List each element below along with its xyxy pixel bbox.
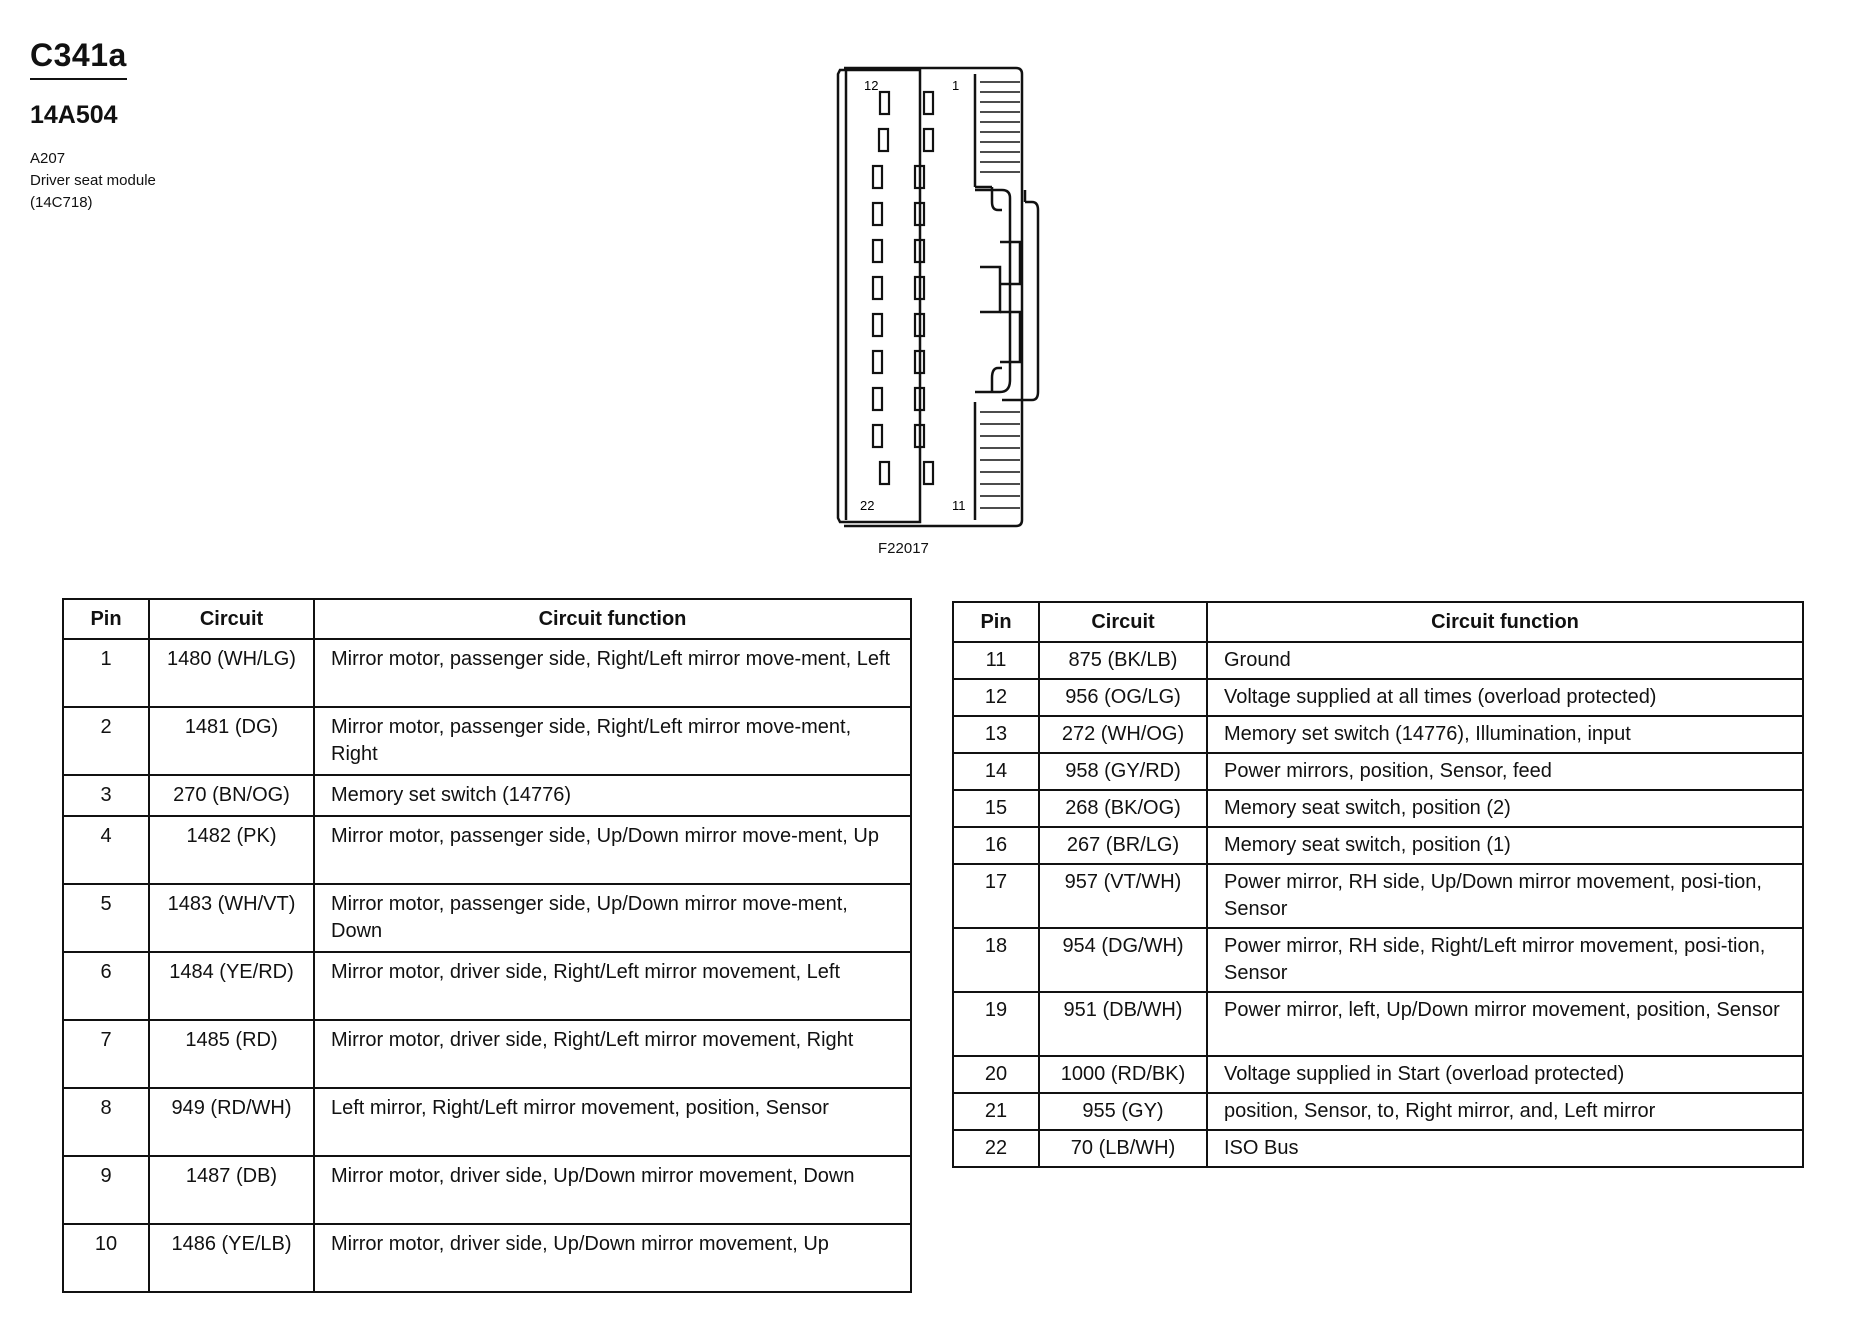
function-cell: Mirror motor, driver side, Up/Down mirror movement, Down: [314, 1156, 911, 1224]
pin-cavity: [873, 203, 882, 225]
pin-label-top-left: 12: [864, 78, 879, 93]
function-cell: Memory set switch (14776): [314, 775, 911, 816]
pin-table-left: [62, 598, 912, 1293]
circuit-cell: 957 (VT/WH): [1039, 864, 1207, 928]
pin-cell: 6: [63, 952, 149, 1020]
function-cell: Power mirror, RH side, Right/Left mirror movement, posi-tion, Sensor: [1207, 928, 1803, 992]
pin-cell: 9: [63, 1156, 149, 1224]
circuit-cell: 1483 (WH/VT): [149, 884, 314, 952]
pin-cavity: [880, 462, 889, 484]
function-cell: Mirror motor, driver side, Right/Left mirror movement, Right: [314, 1020, 911, 1088]
description-line: (14C718): [30, 194, 93, 211]
table-row: [953, 679, 1803, 716]
figure-label: F22017: [878, 540, 929, 557]
pin-cell: 22: [953, 1130, 1039, 1167]
function-cell: Power mirrors, position, Sensor, feed: [1207, 753, 1803, 790]
pin-cell: 21: [953, 1093, 1039, 1130]
pin-cell: 11: [953, 642, 1039, 679]
function-cell: Mirror motor, passenger side, Right/Left mirror move-ment, Right: [314, 707, 911, 775]
function-cell: Mirror motor, driver side, Up/Down mirror movement, Up: [314, 1224, 911, 1292]
circuit-cell: 1482 (PK): [149, 816, 314, 884]
circuit-cell: 955 (GY): [1039, 1093, 1207, 1130]
pin-cell: 19: [953, 992, 1039, 1056]
table-row: [953, 992, 1803, 1056]
table-row: [953, 1056, 1803, 1093]
table-row: [63, 1156, 911, 1224]
table-row: [953, 1130, 1803, 1167]
circuit-cell: 951 (DB/WH): [1039, 992, 1207, 1056]
pin-cell: 4: [63, 816, 149, 884]
function-cell: Memory set switch (14776), Illumination, input: [1207, 716, 1803, 753]
pin-cavity: [873, 351, 882, 373]
table-row: [953, 642, 1803, 679]
circuit-cell: 1486 (YE/LB): [149, 1224, 314, 1292]
pin-cell: 2: [63, 707, 149, 775]
circuit-cell: 1487 (DB): [149, 1156, 314, 1224]
pin-label-bottom-left: 22: [860, 498, 875, 513]
description-line: Driver seat module: [30, 172, 156, 189]
column-header-circuit: Circuit: [149, 599, 314, 639]
table-row: [953, 1093, 1803, 1130]
table-row: [63, 1088, 911, 1156]
table-row: [953, 753, 1803, 790]
pin-cavity: [873, 277, 882, 299]
function-cell: ISO Bus: [1207, 1130, 1803, 1167]
description-line: A207: [30, 150, 66, 167]
column-header-pin: Pin: [953, 602, 1039, 642]
pin-label-bottom-right: 11: [952, 498, 966, 513]
column-header-circuit: Circuit: [1039, 602, 1207, 642]
column-header-function: Circuit function: [1207, 602, 1803, 642]
table-row: [953, 827, 1803, 864]
circuit-cell: 1481 (DG): [149, 707, 314, 775]
function-cell: position, Sensor, to, Right mirror, and, Left mirror: [1207, 1093, 1803, 1130]
pin-cell: 12: [953, 679, 1039, 716]
table-row: [63, 952, 911, 1020]
pin-label-top-right: 1: [952, 78, 960, 93]
table-row: [63, 639, 911, 707]
table-row: [63, 707, 911, 775]
pin-cavity: [873, 314, 882, 336]
table-header-row: [953, 602, 1803, 642]
function-cell: Memory seat switch, position (2): [1207, 790, 1803, 827]
table-row: [953, 928, 1803, 992]
pin-cell: 17: [953, 864, 1039, 928]
column-header-pin: Pin: [63, 599, 149, 639]
pin-cavity: [924, 129, 933, 151]
circuit-cell: 1485 (RD): [149, 1020, 314, 1088]
part-number: 14A504: [30, 101, 118, 129]
function-cell: Power mirror, left, Up/Down mirror movement, position, Sensor: [1207, 992, 1803, 1056]
circuit-cell: 268 (BK/OG): [1039, 790, 1207, 827]
table-row: [63, 775, 911, 816]
pin-cell: 7: [63, 1020, 149, 1088]
pin-cavity: [879, 129, 888, 151]
table-row: [63, 1224, 911, 1292]
pin-cavity: [924, 462, 933, 484]
pin-table-right: [952, 601, 1804, 1168]
pin-cell: 18: [953, 928, 1039, 992]
function-cell: Mirror motor, passenger side, Up/Down mirror move-ment, Up: [314, 816, 911, 884]
circuit-cell: 958 (GY/RD): [1039, 753, 1207, 790]
circuit-cell: 954 (DG/WH): [1039, 928, 1207, 992]
pin-cell: 14: [953, 753, 1039, 790]
circuit-cell: 1000 (RD/BK): [1039, 1056, 1207, 1093]
pin-cell: 13: [953, 716, 1039, 753]
pin-cell: 1: [63, 639, 149, 707]
connector-face-diagram: [820, 62, 1060, 532]
pin-cavity: [880, 92, 889, 114]
function-cell: Memory seat switch, position (1): [1207, 827, 1803, 864]
pin-cavity: [873, 240, 882, 262]
function-cell: Mirror motor, driver side, Right/Left mirror movement, Left: [314, 952, 911, 1020]
function-cell: Voltage supplied in Start (overload protected): [1207, 1056, 1803, 1093]
pin-cavities: [873, 92, 933, 484]
circuit-cell: 270 (BN/OG): [149, 775, 314, 816]
function-cell: Voltage supplied at all times (overload protected): [1207, 679, 1803, 716]
circuit-cell: 1480 (WH/LG): [149, 639, 314, 707]
table-row: [953, 716, 1803, 753]
pin-cavity: [924, 92, 933, 114]
pin-cell: 5: [63, 884, 149, 952]
pin-cell: 20: [953, 1056, 1039, 1093]
circuit-cell: 875 (BK/LB): [1039, 642, 1207, 679]
connector-id-title: C341a: [30, 36, 127, 80]
function-cell: Left mirror, Right/Left mirror movement, position, Sensor: [314, 1088, 911, 1156]
circuit-cell: 267 (BR/LG): [1039, 827, 1207, 864]
circuit-cell: 272 (WH/OG): [1039, 716, 1207, 753]
connector-description: [30, 148, 156, 214]
pin-cell: 3: [63, 775, 149, 816]
pin-cavity: [873, 425, 882, 447]
circuit-cell: 70 (LB/WH): [1039, 1130, 1207, 1167]
table-row: [63, 1020, 911, 1088]
circuit-cell: 956 (OG/LG): [1039, 679, 1207, 716]
table-header-row: [63, 599, 911, 639]
table-row: [63, 884, 911, 952]
table-row: [63, 816, 911, 884]
pin-cell: 15: [953, 790, 1039, 827]
pin-cavity: [873, 166, 882, 188]
function-cell: Ground: [1207, 642, 1803, 679]
function-cell: Mirror motor, passenger side, Up/Down mirror move-ment, Down: [314, 884, 911, 952]
table-row: [953, 790, 1803, 827]
pin-cell: 8: [63, 1088, 149, 1156]
pin-cavity: [873, 388, 882, 410]
pin-cell: 10: [63, 1224, 149, 1292]
connector-body-outline: [838, 68, 1038, 526]
circuit-cell: 949 (RD/WH): [149, 1088, 314, 1156]
table-row: [953, 864, 1803, 928]
pin-cell: 16: [953, 827, 1039, 864]
function-cell: Power mirror, RH side, Up/Down mirror movement, posi-tion, Sensor: [1207, 864, 1803, 928]
column-header-function: Circuit function: [314, 599, 911, 639]
function-cell: Mirror motor, passenger side, Right/Left mirror move-ment, Left: [314, 639, 911, 707]
circuit-cell: 1484 (YE/RD): [149, 952, 314, 1020]
